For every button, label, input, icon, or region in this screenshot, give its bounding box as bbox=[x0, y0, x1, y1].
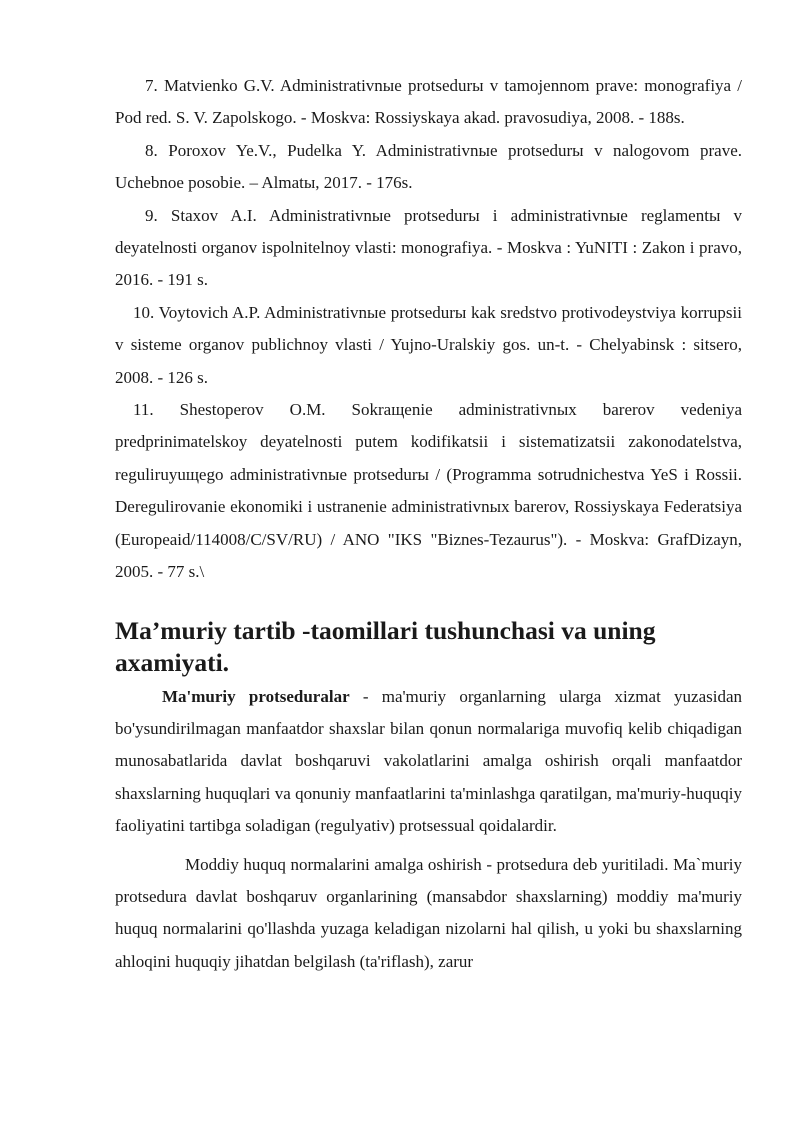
definition-text: - ma'muriy organlarning ularga xizmat yuzasidan bo'ysundirilmagan manfaatdor shaxslar bilan qonun normalariga muvofiq kelib chiqadigan munosabatlarida davlat boshqaruvi vakolatlarini amalga oshirish orqali manfaatdor shaxslarning huquqlari va qonuniy manfaatlarini ta'minlashga qaratilgan, ma'muriy-huquqiy faoliyatini tartibga soladigan (regulyativ) protsessual qoidalardir. bbox=[115, 686, 742, 836]
reference-number: 9. bbox=[145, 205, 158, 225]
document-page bbox=[115, 70, 742, 978]
reference-text: Voytovich A.P. Administrativnыe protsedurы kak sredstvo protivodeystviya korrupsii v sisteme organov publichnoy vlasti / Yujno-Uralskiy gos. un-t. - Chelyabinsk : sitsero, 2008. - 126 s. bbox=[115, 302, 742, 387]
reference-item-10 bbox=[115, 297, 742, 394]
reference-number: 11. bbox=[133, 400, 154, 420]
reference-item-7 bbox=[115, 70, 742, 135]
reference-item-8 bbox=[115, 135, 742, 200]
body-paragraph: Moddiy huquq normalarini amalga oshirish - protsedura deb yuritiladi. Ma`muriy protsedura davlat boshqaruv organlarining (mansabdor shaxslarning) moddiy ma'muriy huquq normalarini qo'llashda yuzaga keladigan nizolarni hal qilish, u yoki bu shaxslarning ahloqini huquqiy jihatdan belgilash (ta'riflash), zarur bbox=[115, 854, 742, 971]
reference-number: 10. bbox=[133, 302, 155, 322]
definition-paragraph bbox=[115, 681, 742, 843]
reference-item-9 bbox=[115, 200, 742, 297]
reference-text: Staxov A.I. Administrativnыe protsedurы i administrativnыe reglamentы v deyatelnosti organov ispolnitelnoy vlasti: monografiya. - Moskva : YuNITI : Zakon i pravo, 2016. - 191 s. bbox=[115, 205, 743, 290]
defined-term: Ma'muriy protseduralar bbox=[162, 686, 350, 706]
reference-text: Matvienko G.V. Administrativnыe protsedurы v tamojennom prave: monografiya / Pod red. S. V. Zapolskogo. - Moskva: Rossiyskaya akad. pravosudiya, 2008. - 188s. bbox=[115, 76, 743, 128]
reference-number: 8. bbox=[145, 140, 158, 160]
reference-text: Poroxov Ye.V., Pudelka Y. Administrativnыe protsedurы v nalogovom prave. Uchebnoe posobie. – Almatы, 2017. - 176s. bbox=[115, 140, 743, 193]
reference-text: Shestoperov O.M. Sokraщenie administrativnых barerov vedeniya predprinimatelskoy deyatelnosti putem kodifikatsii i sistematizatsii zakonodatelstva, reguliruyuщego administrativnыe protsedurы / (Programma sotrudnichestva YeS i Rossii. Deregulirovanie ekonomiki i ustranenie administrativnых barerov, Rossiyskaya Federatsiya (Europeaid/114008/C/SV/RU) / ANO "IKS "Biznes-Tezaurus"). - Moskva: GrafDizayn, 2005. - 77 s.\ bbox=[115, 400, 743, 582]
section-heading: Ma’muriy tartib -taomillari tushunchasi va uning axamiyati. bbox=[115, 615, 656, 677]
reference-number: 7. bbox=[145, 76, 158, 95]
reference-item-11 bbox=[115, 394, 742, 588]
